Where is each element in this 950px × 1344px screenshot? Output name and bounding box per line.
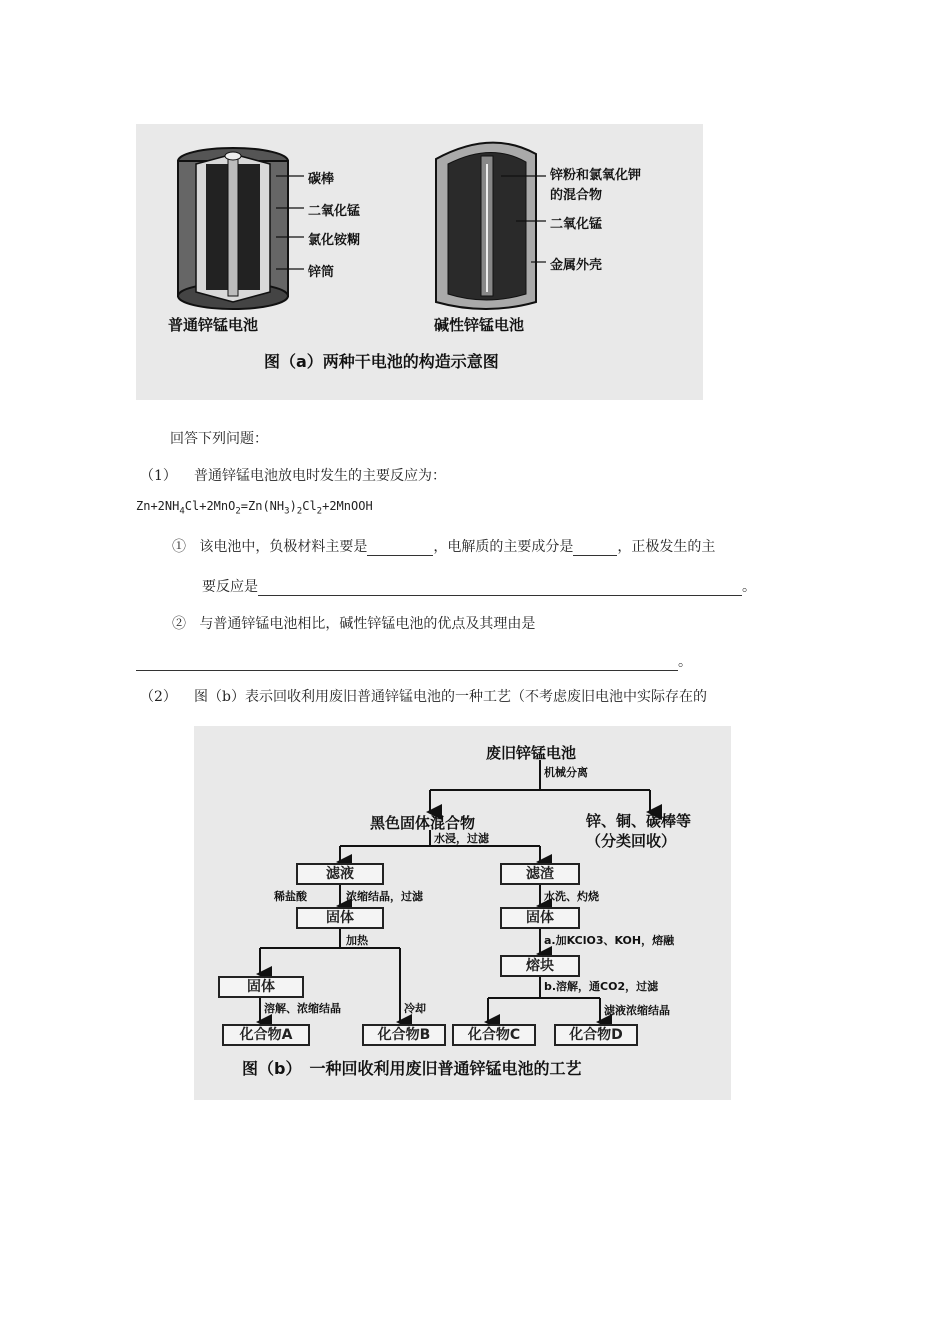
node-zn-cu-c: 锌、铜、碳棒等 — [586, 812, 692, 830]
blank-alkaline-advantage[interactable] — [136, 656, 678, 671]
step-heat: 加热 — [346, 934, 368, 947]
step-concentrate-filter: 浓缩结晶，过滤 — [346, 890, 423, 903]
figure-a-caption: 图（a）两种干电池的构造示意图 — [264, 352, 499, 371]
node-compound-c: 化合物C — [452, 1024, 536, 1046]
label-alkaline-battery: 碱性锌锰电池 — [434, 316, 525, 334]
q1a-part2: ，电解质的主要成分是 — [433, 539, 574, 555]
intro-text: 回答下列问题： — [170, 431, 268, 447]
ordinary-battery-drawing — [178, 148, 304, 309]
step-add-kclo3: a.加KClO3、KOH，熔融 — [544, 934, 675, 947]
step-mechanical-separation: 机械分离 — [544, 766, 588, 779]
q1b-text: 与普通锌锰电池相比，碱性锌锰电池的优点及其理由是 — [199, 616, 536, 632]
step-dissolve-concentrate: 溶解、浓缩结晶 — [264, 1002, 341, 1015]
q1a-mark: ① — [172, 539, 186, 555]
reaction-equation: $Zn+2NH_4Cl+2MnO_2=Zn(NH_3)_2Cl_2+2MnOOH$ — [136, 499, 373, 517]
q1b-end: 。 — [678, 654, 692, 670]
q1a-part3: ，正极发生的主 — [617, 539, 716, 555]
figure-a-battery-structure — [136, 124, 703, 400]
q1b-answer-line — [136, 651, 692, 671]
step-wash-burn: 水洗、灼烧 — [544, 890, 599, 903]
node-residue: 滤渣 — [500, 863, 580, 885]
step-filtrate-concentrate: 滤液浓缩结晶 — [604, 1004, 670, 1017]
node-waste-battery: 废旧锌锰电池 — [486, 744, 577, 762]
node-solid-2: 固体 — [500, 907, 580, 929]
node-black-solid: 黑色固体混合物 — [370, 814, 476, 832]
node-solid-3: 固体 — [218, 976, 304, 998]
q1a-line2 — [202, 576, 756, 596]
step-dissolve-co2: b.溶解，通CO2，过滤 — [544, 980, 659, 993]
node-compound-d: 化合物D — [554, 1024, 638, 1046]
alkaline-battery-drawing — [436, 143, 546, 309]
label-nh4cl-paste: 氯化铵糊 — [308, 233, 361, 248]
step-water-filter: 水浸，过滤 — [434, 832, 489, 845]
label-mno2-right: 二氧化锰 — [550, 217, 603, 232]
q1-text: 普通锌锰电池放电时发生的主要反应为： — [194, 468, 446, 484]
figure-b-caption: 图（b） 一种回收利用废旧普通锌锰电池的工艺 — [242, 1059, 582, 1078]
label-zn-koh-2: 的混合物 — [550, 188, 603, 203]
label-zinc-can: 锌筒 — [308, 265, 335, 280]
q2-text: 图（b）表示回收利用废旧普通锌锰电池的一种工艺（不考虑废旧电池中实际存在的 — [194, 689, 707, 705]
blank-electrolyte[interactable] — [573, 541, 617, 556]
blank-positive-reaction[interactable] — [258, 581, 742, 596]
q1a-end: 。 — [742, 579, 756, 595]
q1b-line — [172, 613, 535, 633]
node-compound-b: 化合物B — [362, 1024, 446, 1046]
node-solid-1: 固体 — [296, 907, 384, 929]
q1a-line1 — [172, 536, 715, 556]
label-zn-koh-1: 锌粉和氯氧化钾 — [550, 168, 642, 183]
q1-number: （1） — [140, 468, 177, 484]
label-metal-shell: 金属外壳 — [550, 258, 603, 273]
q1b-mark: ② — [172, 616, 186, 632]
node-compound-a: 化合物A — [222, 1024, 310, 1046]
step-dilute-hcl: 稀盐酸 — [274, 890, 307, 903]
blank-negative-material[interactable] — [367, 541, 433, 556]
node-filtrate: 滤液 — [296, 863, 384, 885]
label-carbon-rod: 碳棒 — [308, 172, 335, 187]
figure-b-recycling-flowchart — [194, 726, 731, 1100]
label-mno2-left: 二氧化锰 — [308, 204, 361, 219]
node-classify-recycle: （分类回收） — [586, 832, 677, 850]
q1a-part1: 该电池中，负极材料主要是 — [199, 539, 368, 555]
label-ordinary-battery: 普通锌锰电池 — [168, 316, 259, 334]
q2-number: （2） — [140, 689, 177, 705]
q1a-part4: 要反应是 — [202, 579, 258, 595]
node-melt-block: 熔块 — [500, 955, 580, 977]
step-cool: 冷却 — [404, 1002, 426, 1015]
